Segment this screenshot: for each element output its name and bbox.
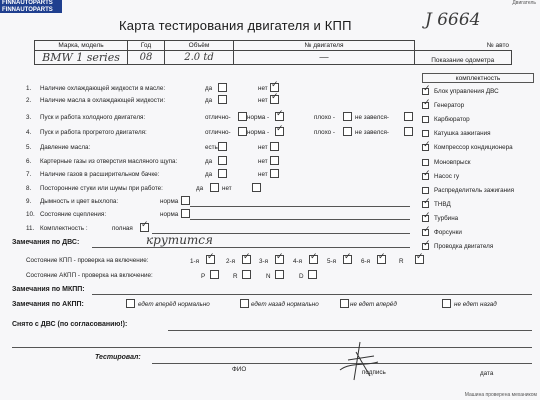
vehicle-info-table — [34, 40, 512, 65]
check-2-opt-1-label: да — [205, 97, 213, 104]
komplektnost-heading: комплектность — [422, 73, 534, 83]
fio-label: ФИО — [232, 366, 247, 373]
check-num-7: 7. — [26, 171, 32, 178]
akpp-remark-1-label: едет вперёд нормально — [138, 301, 210, 308]
checkmark-icon: ✓ — [378, 252, 386, 262]
check-8-opt-2-label: нет — [222, 185, 232, 192]
checkmark-icon: ✓ — [344, 252, 352, 262]
corner-note: Двигатель — [512, 0, 536, 6]
akpp-remark-3-label: не едет вперёд — [350, 301, 397, 308]
check-num-8: 8. — [26, 185, 32, 192]
check-10-opt-1-checkbox[interactable] — [181, 209, 190, 218]
checkmark-icon: ✓ — [423, 196, 431, 207]
kompl-checkbox-4[interactable] — [422, 130, 429, 137]
check-num-10: 10. — [26, 211, 35, 218]
kompl-label-12: Проводка двигателя — [434, 243, 494, 251]
check-num-6: 6. — [26, 158, 32, 165]
col-volume: Объём — [165, 41, 234, 51]
check-label-6: Картерные газы из отверстия масляного щупа: — [40, 158, 178, 165]
check-11-line — [152, 233, 410, 234]
check-num-1: 1. — [26, 85, 32, 92]
check-num-2: 2. — [26, 97, 32, 104]
checkmark-icon: ✓ — [423, 84, 431, 94]
check-3-opt-1-checkbox[interactable] — [238, 112, 247, 121]
check-8-opt-1-checkbox[interactable] — [210, 183, 219, 192]
check-num-3: 3. — [26, 114, 32, 121]
col-engine-number: № двигателя — [234, 41, 415, 51]
akpp-remark-3-checkbox[interactable] — [340, 299, 349, 308]
akpp-gear-4-label: D — [299, 273, 304, 280]
check-4-opt-4-checkbox[interactable] — [404, 127, 413, 136]
check-1-opt-2-label: нет — [258, 85, 268, 92]
akpp-gear-1-checkbox[interactable] — [210, 270, 219, 279]
kompl-label-1: Блок управления ДВС — [434, 88, 499, 95]
checkmark-icon: ✓ — [271, 80, 279, 90]
akpp-gear-2-checkbox[interactable] — [242, 270, 251, 279]
check-7-opt-1-checkbox[interactable] — [218, 169, 227, 178]
check-4-opt-2-label: норма - — [247, 129, 270, 136]
kpp-gear-6-label: 6-я — [361, 258, 371, 265]
check-6-opt-1-label: да — [205, 158, 213, 165]
col-year: Год — [128, 41, 165, 51]
check-3-opt-1-label: отлично- — [205, 114, 231, 121]
check-label-3: Пуск и работа холодного двигателя: — [40, 114, 146, 121]
kompl-checkbox-6[interactable] — [422, 159, 429, 166]
check-label-7: Наличие газов в расширительном бачке: — [40, 171, 160, 178]
date-label: дата — [480, 370, 494, 377]
check-10-line — [190, 219, 410, 220]
check-3-opt-3-label: плохо - — [314, 114, 336, 121]
check-num-11: 11. — [26, 225, 35, 232]
remarks-dvs-line — [92, 247, 410, 248]
remarks-dvs-handwritten: крутится — [146, 233, 213, 247]
check-label-11: Комплектность : — [40, 225, 88, 232]
remarks-mkpp-line — [92, 294, 532, 295]
checkmark-icon: ✓ — [423, 225, 431, 235]
kompl-checkbox-8[interactable] — [422, 187, 429, 194]
akpp-gear-4-checkbox[interactable] — [308, 270, 317, 279]
year-value: 08 — [128, 51, 165, 65]
check-6-opt-1-checkbox[interactable] — [218, 156, 227, 165]
removed-label: Снято с ДВС (по согласованию!): — [12, 321, 128, 328]
checkmark-icon: ✓ — [423, 140, 431, 151]
checkmark-icon: ✓ — [276, 109, 284, 119]
check-4-opt-4-label: не завелся- — [355, 129, 390, 136]
checkmark-icon: ✓ — [423, 98, 431, 109]
auto-no-label: № авто — [415, 41, 512, 51]
make-model-value: BMW 1 series — [35, 51, 128, 65]
kompl-label-11: Форсунки — [434, 229, 462, 236]
check-11-opt-1-label: полная — [112, 225, 133, 232]
check-4-opt-1-checkbox[interactable] — [238, 127, 247, 136]
check-8-opt-2-checkbox[interactable] — [252, 183, 261, 192]
check-label-1: Наличие охлаждающей жидкости в масле: — [40, 85, 166, 92]
checkmark-icon: ✓ — [276, 124, 284, 134]
col-make-model: Марка, модель — [35, 41, 128, 51]
odometer-label: Показание одометра — [415, 51, 512, 65]
brand-logo-line1: FINNAUTOPARTS — [2, 0, 53, 6]
check-2-opt-2-label: нет — [258, 97, 268, 104]
check-3-opt-3-checkbox[interactable] — [343, 112, 352, 121]
kpp-gear-3-label: 3-я — [259, 258, 269, 265]
kompl-label-5: Компрессор кондиционера — [434, 144, 513, 152]
checkmark-icon: ✓ — [141, 220, 149, 230]
kompl-label-2: Генератор — [434, 102, 465, 110]
check-label-4: Пуск и работа прогретого двигателя: — [40, 129, 147, 136]
check-label-10: Состояние сцепления: — [40, 211, 107, 218]
kompl-label-7: Насос гу — [434, 172, 460, 180]
kompl-label-4: Катушка зажигания — [434, 130, 491, 138]
akpp-remark-4-checkbox[interactable] — [442, 299, 451, 308]
kpp-gear-5-label: 5-я — [327, 258, 337, 265]
engine-number-value: — — [234, 51, 415, 65]
remarks-mkpp-label: Замечания по МКПП: — [12, 286, 85, 293]
check-5-opt-1-label: есть — [205, 144, 218, 151]
check-5-opt-2-checkbox[interactable] — [270, 142, 279, 151]
check-label-2: Наличие масла в охлаждающей жидкости: — [40, 97, 166, 104]
check-label-9: Дымность и цвет выхлопа: — [40, 198, 119, 205]
checkmark-icon: ✓ — [276, 252, 284, 262]
check-num-4: 4. — [26, 129, 32, 136]
check-num-5: 5. — [26, 144, 32, 151]
tested-label: Тестировал: — [95, 354, 141, 361]
akpp-gear-3-label: N — [266, 273, 271, 280]
check-9-opt-1-label: норма — [160, 198, 179, 205]
page-title: Карта тестирования двигателя и КПП — [119, 18, 352, 33]
kpp-gear-1-label: 1-я — [190, 258, 200, 265]
akpp-remark-2-label: едет назад нормально — [251, 301, 319, 308]
akpp-gear-3-checkbox[interactable] — [275, 270, 284, 279]
checkmark-icon: ✓ — [416, 252, 424, 262]
kompl-label-10: Турбина — [434, 214, 459, 222]
akpp-label: Состояние АКПП - проверка на включение: — [26, 272, 153, 279]
akpp-remark-1-checkbox[interactable] — [126, 299, 135, 308]
check-label-5: Давление масла: — [40, 144, 91, 151]
remarks-akpp-label: Замечания по АКПП: — [12, 301, 84, 308]
signature-scribble — [330, 340, 390, 382]
check-4-opt-3-checkbox[interactable] — [343, 127, 352, 136]
kompl-label-9: ТНВД — [434, 200, 451, 208]
check-7-opt-1-label: да — [205, 171, 213, 178]
akpp-gear-1-label: P — [201, 273, 206, 280]
check-9-opt-1-checkbox[interactable] — [181, 196, 190, 205]
check-2-opt-1-checkbox[interactable] — [218, 95, 227, 104]
check-9-line — [190, 206, 410, 207]
check-10-opt-1-label: норма — [160, 211, 179, 218]
checkmark-icon: ✓ — [423, 239, 431, 250]
checkmark-icon: ✓ — [423, 210, 431, 221]
kompl-label-6: Моновпрыск — [434, 158, 471, 166]
signature-label: подпись — [362, 369, 386, 376]
akpp-gear-2-label: R — [233, 273, 238, 280]
kompl-label-8: Распределитель зажигания — [434, 186, 515, 194]
check-6-opt-2-label: нет — [258, 158, 268, 165]
kpp-gear-4-label: 4-я — [293, 258, 303, 265]
remarks-dvs-label: Замечания по ДВС: — [12, 239, 80, 246]
kompl-checkbox-3[interactable] — [422, 116, 429, 123]
checkmark-icon: ✓ — [271, 92, 279, 102]
check-3-opt-4-label: не завелся- — [355, 114, 390, 121]
check-label-8: Посторонние стуки или шумы при работе: — [40, 185, 163, 192]
akpp-remark-2-checkbox[interactable] — [240, 299, 249, 308]
check-1-opt-1-checkbox[interactable] — [218, 83, 227, 92]
akpp-remark-4-label: не едет назад — [454, 301, 497, 308]
brand-logo-line2: FINNAUTOPARTS — [2, 6, 53, 13]
kpp-gear-7-label: R — [399, 258, 404, 265]
check-1-opt-1-label: да — [205, 85, 213, 92]
check-6-opt-2-checkbox[interactable] — [270, 156, 279, 165]
check-4-opt-1-label: отлично- — [205, 129, 231, 136]
check-7-opt-2-label: нет — [258, 171, 268, 178]
check-5-opt-1-checkbox[interactable] — [218, 142, 227, 151]
removed-line-2 — [12, 347, 532, 348]
check-5-opt-2-label: нет — [258, 144, 268, 151]
checkmark-icon: ✓ — [243, 252, 251, 262]
check-8-opt-1-label: да — [196, 185, 204, 192]
removed-line-1 — [168, 330, 532, 331]
checkmark-icon: ✓ — [207, 252, 215, 262]
handwritten-number: J 6664 — [425, 10, 481, 30]
check-7-opt-2-checkbox[interactable] — [270, 169, 279, 178]
kpp-label: Состояние КПП - проверка на включение: — [26, 257, 149, 264]
check-num-9: 9. — [26, 198, 32, 205]
check-4-opt-3-label: плохо - — [314, 129, 336, 136]
bottom-note: Машина проверена механиком — [464, 392, 537, 398]
checkmark-icon: ✓ — [423, 168, 431, 179]
checkmark-icon: ✓ — [310, 252, 318, 262]
check-3-opt-2-label: норма - — [247, 114, 270, 121]
volume-value: 2.0 td — [165, 51, 234, 65]
kpp-gear-2-label: 2-я — [226, 258, 236, 265]
check-3-opt-4-checkbox[interactable] — [404, 112, 413, 121]
kompl-label-3: Карбюратор — [434, 116, 470, 124]
brand-logo — [0, 0, 62, 13]
